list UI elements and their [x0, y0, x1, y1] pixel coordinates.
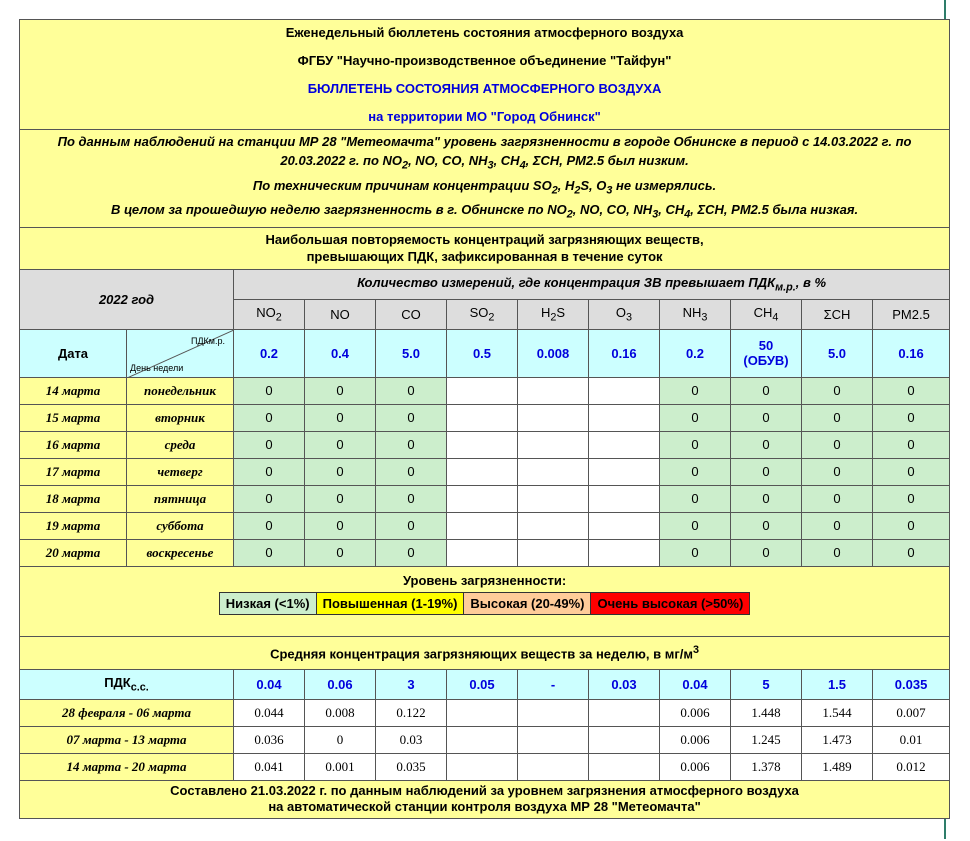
section1-title-line-1: Наибольшая повторяемость концентраций загрязняющих веществ, [265, 232, 704, 248]
section2-title-row [20, 636, 950, 669]
value-cell: 0 [376, 431, 447, 458]
period-cell: 07 марта - 13 марта [20, 726, 234, 753]
section2-title [20, 636, 950, 669]
pollutant-header [447, 299, 518, 329]
date-cell: 14 марта [20, 377, 127, 404]
value-cell [518, 485, 589, 512]
value-cell [447, 753, 518, 780]
value-cell: 0 [234, 431, 305, 458]
weekday-cell: пятница [127, 485, 234, 512]
pollutant-header [234, 299, 305, 329]
summary-p3-a: В целом за прошедшую неделю загрязненность в г. Обнинске по NO [111, 202, 567, 218]
value-cell: 1.448 [731, 699, 802, 726]
value-cell: 0.036 [234, 726, 305, 753]
sup: 3 [692, 644, 699, 657]
sub: 2 [550, 311, 557, 324]
section1-title [20, 227, 950, 269]
weekday-cell: понедельник [127, 377, 234, 404]
header-line-1: Еженедельный бюллетень состояния атмосферного воздуха [285, 24, 684, 40]
pdk-ss-value: 0.04 [660, 669, 731, 699]
count-header-text: Количество измерений, где концентрация ЗВ превышает ПДК [357, 274, 776, 290]
pdk-value-line-2: (ОБУВ) [743, 353, 789, 369]
daily-rows [20, 377, 950, 566]
summary-paragraph-1 [24, 132, 945, 176]
weekday-cell: суббота [127, 512, 234, 539]
pollutant-header [518, 299, 589, 329]
value-cell: 0 [660, 512, 731, 539]
value-cell [447, 404, 518, 431]
period-cell: 14 марта - 20 марта [20, 753, 234, 780]
sub: 2 [402, 159, 409, 172]
legend-table [219, 592, 751, 615]
value-cell: 0 [660, 431, 731, 458]
pollutant-name: H [540, 304, 551, 320]
table-row [20, 485, 950, 512]
pdk-value [731, 329, 802, 377]
summary-p3-c: , CH [658, 202, 685, 218]
value-cell: 0 [305, 726, 376, 753]
value-cell: 0 [234, 458, 305, 485]
legend-title: Уровень загрязненности: [402, 572, 567, 588]
value-cell: 0 [802, 377, 873, 404]
count-header [234, 269, 950, 299]
weekday-cell: вторник [127, 404, 234, 431]
value-cell: 0 [873, 377, 950, 404]
pdk-ss-value: - [518, 669, 589, 699]
pollutant-name: CO [401, 306, 421, 322]
sub: 2 [275, 311, 282, 324]
value-cell: 0 [305, 539, 376, 566]
value-cell [518, 753, 589, 780]
value-cell: 0 [660, 458, 731, 485]
pollutant-name: NO [256, 304, 276, 320]
value-cell [447, 726, 518, 753]
value-cell: 1.473 [802, 726, 873, 753]
legend-items [219, 592, 750, 614]
date-cell: 19 марта [20, 512, 127, 539]
value-cell: 0 [660, 539, 731, 566]
value-cell: 0 [234, 485, 305, 512]
value-cell: 0 [660, 404, 731, 431]
value-cell [447, 512, 518, 539]
value-cell [518, 458, 589, 485]
value-cell [447, 431, 518, 458]
value-cell: 0 [731, 431, 802, 458]
value-cell [518, 539, 589, 566]
summary-row [20, 130, 950, 228]
value-cell [589, 539, 660, 566]
value-cell: 0.035 [376, 753, 447, 780]
value-cell: 0 [802, 512, 873, 539]
pdk-ss-value: 0.035 [873, 669, 950, 699]
value-cell [589, 485, 660, 512]
pollutant-header [802, 299, 873, 329]
bulletin-table [19, 19, 950, 819]
section1-title-line-2: превышающих ПДК, зафиксированная в течение суток [306, 249, 663, 265]
pollutant-tail: S [556, 304, 566, 320]
date-cell: 16 марта [20, 431, 127, 458]
value-cell: 0.01 [873, 726, 950, 753]
table-row [20, 726, 950, 753]
period-cell: 28 февраля - 06 марта [20, 699, 234, 726]
value-cell [447, 539, 518, 566]
value-cell: 0 [305, 485, 376, 512]
summary-p2-b: , H [557, 177, 575, 193]
pdk-ss-value: 5 [731, 669, 802, 699]
value-cell: 0 [873, 512, 950, 539]
table-row [20, 753, 950, 780]
value-cell: 0 [376, 458, 447, 485]
summary-paragraph-3 [24, 200, 945, 225]
value-cell: 0.122 [376, 699, 447, 726]
value-cell: 0 [305, 512, 376, 539]
table-row [20, 377, 950, 404]
date-label: Дата [20, 329, 127, 377]
pollutant-name: NH [682, 304, 702, 320]
summary-p2-c: S, O [580, 177, 607, 193]
header-line-2: ФГБУ "Научно-производственное объединение "Тайфун" [297, 52, 672, 68]
value-cell: 0 [305, 458, 376, 485]
pollutant-name: PM2.5 [892, 306, 930, 322]
sub: 4 [519, 159, 526, 172]
value-cell: 0 [376, 377, 447, 404]
value-cell: 0 [731, 458, 802, 485]
footer-line-2: на автоматической станции контроля воздуха МР 28 "Метеомачта" [268, 799, 701, 815]
value-cell [589, 431, 660, 458]
value-cell: 0.041 [234, 753, 305, 780]
pdk-ss-label [20, 669, 234, 699]
value-cell: 0.001 [305, 753, 376, 780]
sub: 2 [574, 184, 581, 197]
value-cell: 0 [802, 539, 873, 566]
value-cell: 1.378 [731, 753, 802, 780]
sub: 3 [652, 208, 659, 221]
legend-row [20, 566, 950, 636]
pdk-value: 5.0 [376, 329, 447, 377]
pdk-value: 0.4 [305, 329, 376, 377]
sub: 3 [701, 311, 708, 324]
weekly-rows [20, 699, 950, 780]
pollutant-header [589, 299, 660, 329]
date-cell: 20 марта [20, 539, 127, 566]
header-cell [20, 20, 950, 130]
value-cell: 0 [802, 404, 873, 431]
count-header-tail: , в % [795, 274, 827, 290]
sub: м.р. [775, 281, 796, 294]
sub: 3 [606, 184, 613, 197]
value-cell [589, 404, 660, 431]
sub: 3 [487, 159, 494, 172]
value-cell: 0 [660, 485, 731, 512]
summary-p1-d: , ΣCH, PM2.5 был низким. [525, 153, 689, 168]
legend-item: Низкая (<1%) [219, 592, 316, 614]
count-header-row [20, 269, 950, 299]
value-cell [447, 699, 518, 726]
sub: 2 [566, 208, 573, 221]
table-row [20, 539, 950, 566]
value-cell: 0 [376, 485, 447, 512]
value-cell [589, 377, 660, 404]
weekday-cell: среда [127, 431, 234, 458]
date-cell: 17 марта [20, 458, 127, 485]
summary-paragraph-2 [24, 176, 945, 201]
weekday-cell: воскресенье [127, 539, 234, 566]
year-cell: 2022 год [20, 269, 234, 329]
value-cell: 0.006 [660, 753, 731, 780]
value-cell: 0 [234, 377, 305, 404]
sub: 4 [772, 311, 779, 324]
value-cell [589, 753, 660, 780]
pdk-value: 0.2 [660, 329, 731, 377]
pdk-value: 0.2 [234, 329, 305, 377]
value-cell: 0.006 [660, 699, 731, 726]
value-cell: 0 [731, 377, 802, 404]
value-cell [589, 458, 660, 485]
value-cell [518, 404, 589, 431]
value-cell [447, 485, 518, 512]
value-cell: 0 [731, 485, 802, 512]
value-cell: 0 [802, 458, 873, 485]
date-cell: 18 марта [20, 485, 127, 512]
value-cell: 0.006 [660, 726, 731, 753]
value-cell [589, 726, 660, 753]
pdk-ss-value: 0.05 [447, 669, 518, 699]
value-cell: 0.03 [376, 726, 447, 753]
value-cell [589, 512, 660, 539]
legend-item: Повышенная (1-19%) [316, 592, 464, 614]
legend-cell [20, 566, 950, 636]
summary-p1-a: По данным наблюдений на станции МР 28 "Метеомачта" уровень загрязненности в городе Обнинске в период с 14.03.2022 г. по 20.03.2022 г. по NO [57, 134, 912, 168]
value-cell: 0.044 [234, 699, 305, 726]
header-line-3: БЮЛЛЕТЕНЬ СОСТОЯНИЯ АТМОСФЕРНОГО ВОЗДУХА [307, 80, 662, 96]
pdk-value: 0.008 [518, 329, 589, 377]
summary-p2-a: По техническим причинам концентрации SO [252, 177, 552, 193]
table-row [20, 699, 950, 726]
legend-item: Высокая (20-49%) [464, 592, 591, 614]
value-cell: 0 [873, 539, 950, 566]
pollutant-header [376, 299, 447, 329]
value-cell: 0 [376, 512, 447, 539]
value-cell [518, 377, 589, 404]
pollutant-header [305, 299, 376, 329]
value-cell: 0.007 [873, 699, 950, 726]
footer-cell [20, 780, 950, 818]
value-cell: 0 [873, 458, 950, 485]
pollutant-name: ΣCH [823, 306, 851, 322]
table-row [20, 512, 950, 539]
sub: 3 [626, 311, 633, 324]
value-cell [518, 699, 589, 726]
header-row [20, 20, 950, 130]
pollutant-header [873, 299, 950, 329]
pdk-ss-value: 0.04 [234, 669, 305, 699]
value-cell: 0 [802, 485, 873, 512]
pdk-value: 0.16 [873, 329, 950, 377]
value-cell: 0 [731, 404, 802, 431]
summary-p3-d: , ΣCH, PM2.5 была низкая. [690, 202, 859, 218]
date-cell: 15 марта [20, 404, 127, 431]
pdk-ss-label-text: ПДК [104, 674, 131, 690]
pdk-ss-value: 1.5 [802, 669, 873, 699]
section1-title-row [20, 227, 950, 269]
table-row [20, 431, 950, 458]
value-cell: 0.012 [873, 753, 950, 780]
weekday-cell: четверг [127, 458, 234, 485]
value-cell: 1.544 [802, 699, 873, 726]
value-cell: 0 [660, 377, 731, 404]
section2-title-text: Средняя концентрация загрязняющих веществ за неделю, в мг/м [270, 646, 693, 662]
pollutant-name: SO [469, 304, 489, 320]
pollutant-name: O [615, 304, 627, 320]
table-row [20, 458, 950, 485]
summary-p2-d: не измерялись. [612, 177, 717, 193]
pdk-ss-value: 0.03 [589, 669, 660, 699]
legend-item: Очень высокая (>50%) [591, 592, 750, 614]
pdk-day-diagonal-cell [127, 329, 234, 377]
summary-p1-b: , NO, CO, NH [408, 153, 488, 168]
value-cell: 0 [731, 539, 802, 566]
pollutant-name: CH [753, 304, 773, 320]
value-cell [589, 699, 660, 726]
pdk-ss-value: 3 [376, 669, 447, 699]
value-cell: 0 [234, 512, 305, 539]
sub: 4 [684, 208, 691, 221]
day-label: День недели [130, 362, 184, 373]
value-cell [518, 726, 589, 753]
pdk-value: 0.5 [447, 329, 518, 377]
summary-p3-b: , NO, CO, NH [572, 202, 653, 218]
table-row [20, 404, 950, 431]
sub: с.с. [130, 681, 149, 694]
value-cell: 0 [873, 431, 950, 458]
value-cell: 1.489 [802, 753, 873, 780]
pdk-label: ПДКм.р. [190, 335, 225, 346]
value-cell: 0 [305, 404, 376, 431]
footer-line-1: Составлено 21.03.2022 г. по данным наблюдений за уровнем загрязнения атмосферного воздуха [170, 783, 799, 799]
value-cell: 0 [873, 485, 950, 512]
value-cell: 0 [873, 404, 950, 431]
value-cell: 0 [376, 539, 447, 566]
header-line-4: на территории МО "Город Обнинск" [368, 108, 601, 124]
value-cell: 1.245 [731, 726, 802, 753]
pollutant-header [660, 299, 731, 329]
pdk-value: 5.0 [802, 329, 873, 377]
value-cell: 0 [305, 377, 376, 404]
summary-p1-c: , CH [493, 153, 520, 168]
value-cell [518, 431, 589, 458]
footer-row [20, 780, 950, 818]
value-cell [447, 377, 518, 404]
value-cell [518, 512, 589, 539]
pollutant-header [731, 299, 802, 329]
value-cell: 0 [234, 539, 305, 566]
value-cell: 0.008 [305, 699, 376, 726]
value-cell [447, 458, 518, 485]
pollutant-name: NO [330, 306, 350, 322]
pdk-row [20, 329, 950, 377]
summary-cell [20, 130, 950, 228]
value-cell: 0 [802, 431, 873, 458]
value-cell: 0 [376, 404, 447, 431]
pdk-ss-row [20, 669, 950, 699]
pdk-value-line-1: 50 [758, 338, 774, 354]
sub: 2 [551, 184, 558, 197]
sub: 2 [488, 311, 495, 324]
value-cell: 0 [234, 404, 305, 431]
value-cell: 0 [731, 512, 802, 539]
value-cell: 0 [305, 431, 376, 458]
pdk-ss-value: 0.06 [305, 669, 376, 699]
pdk-value: 0.16 [589, 329, 660, 377]
